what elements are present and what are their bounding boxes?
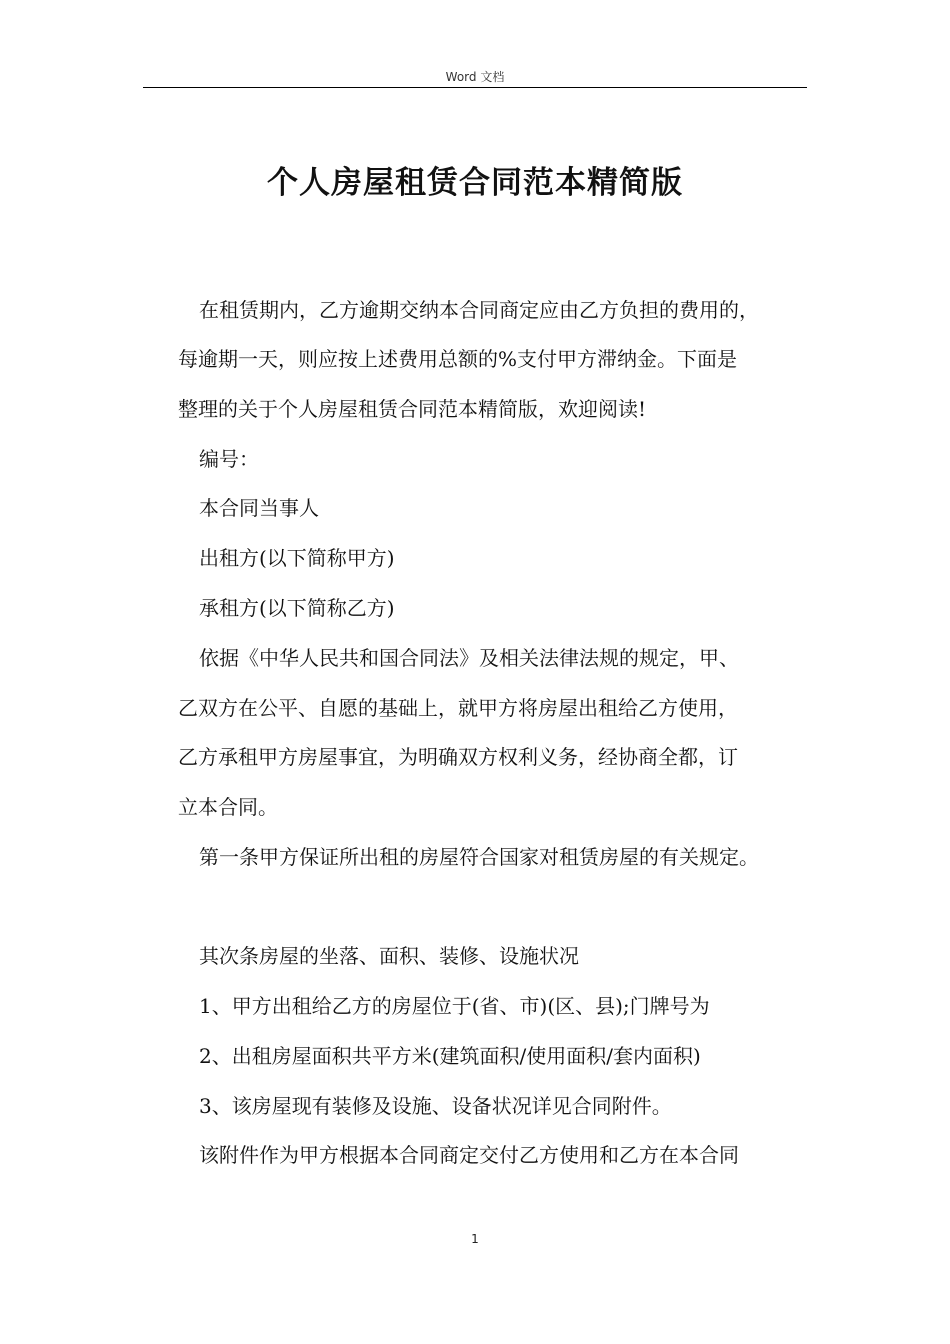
paragraph-line: 编号： xyxy=(199,447,259,471)
paragraph-line: 每逾期一天，则应按上述费用总额的%支付甲方滞纳金。下面是 xyxy=(178,347,738,371)
document-header-label: Word 文档 xyxy=(445,70,505,84)
document-title: 个人房屋租赁合同范本精简版 xyxy=(267,165,683,201)
paragraph-line: 2、出租房屋面积共平方米(建筑面积/使用面积/套内面积) xyxy=(199,1044,701,1068)
paragraph-line: 3、该房屋现有装修及设施、设备状况详见合同附件。 xyxy=(199,1094,672,1118)
paragraph-line: 其次条房屋的坐落、面积、装修、设施状况 xyxy=(199,944,579,968)
paragraph-line: 第一条甲方保证所出租的房屋符合国家对租赁房屋的有关规定。 xyxy=(199,845,759,869)
paragraph-line: 依据《中华人民共和国合同法》及相关法律法规的规定，甲、 xyxy=(199,646,739,670)
page-number: 1 xyxy=(471,1232,479,1246)
paragraph-line: 立本合同。 xyxy=(178,795,278,819)
paragraph-line: 本合同当事人 xyxy=(199,496,319,520)
paragraph-line: 整理的关于个人房屋租赁合同范本精简版，欢迎阅读! xyxy=(178,397,647,421)
paragraph-line: 1、甲方出租给乙方的房屋位于(省、市)(区、县);门牌号为 xyxy=(199,994,710,1018)
paragraph-line: 乙双方在公平、自愿的基础上，就甲方将房屋出租给乙方使用， xyxy=(178,696,738,720)
header-divider xyxy=(143,87,807,88)
paragraph-line: 在租赁期内，乙方逾期交纳本合同商定应由乙方负担的费用的， xyxy=(199,298,759,322)
paragraph-line: 出租方(以下简称甲方) xyxy=(199,546,395,570)
paragraph-line: 该附件作为甲方根据本合同商定交付乙方使用和乙方在本合同 xyxy=(199,1143,739,1167)
paragraph-line: 承租方(以下简称乙方) xyxy=(199,596,395,620)
paragraph-line: 乙方承租甲方房屋事宜，为明确双方权利义务，经协商全都，订 xyxy=(178,745,738,769)
